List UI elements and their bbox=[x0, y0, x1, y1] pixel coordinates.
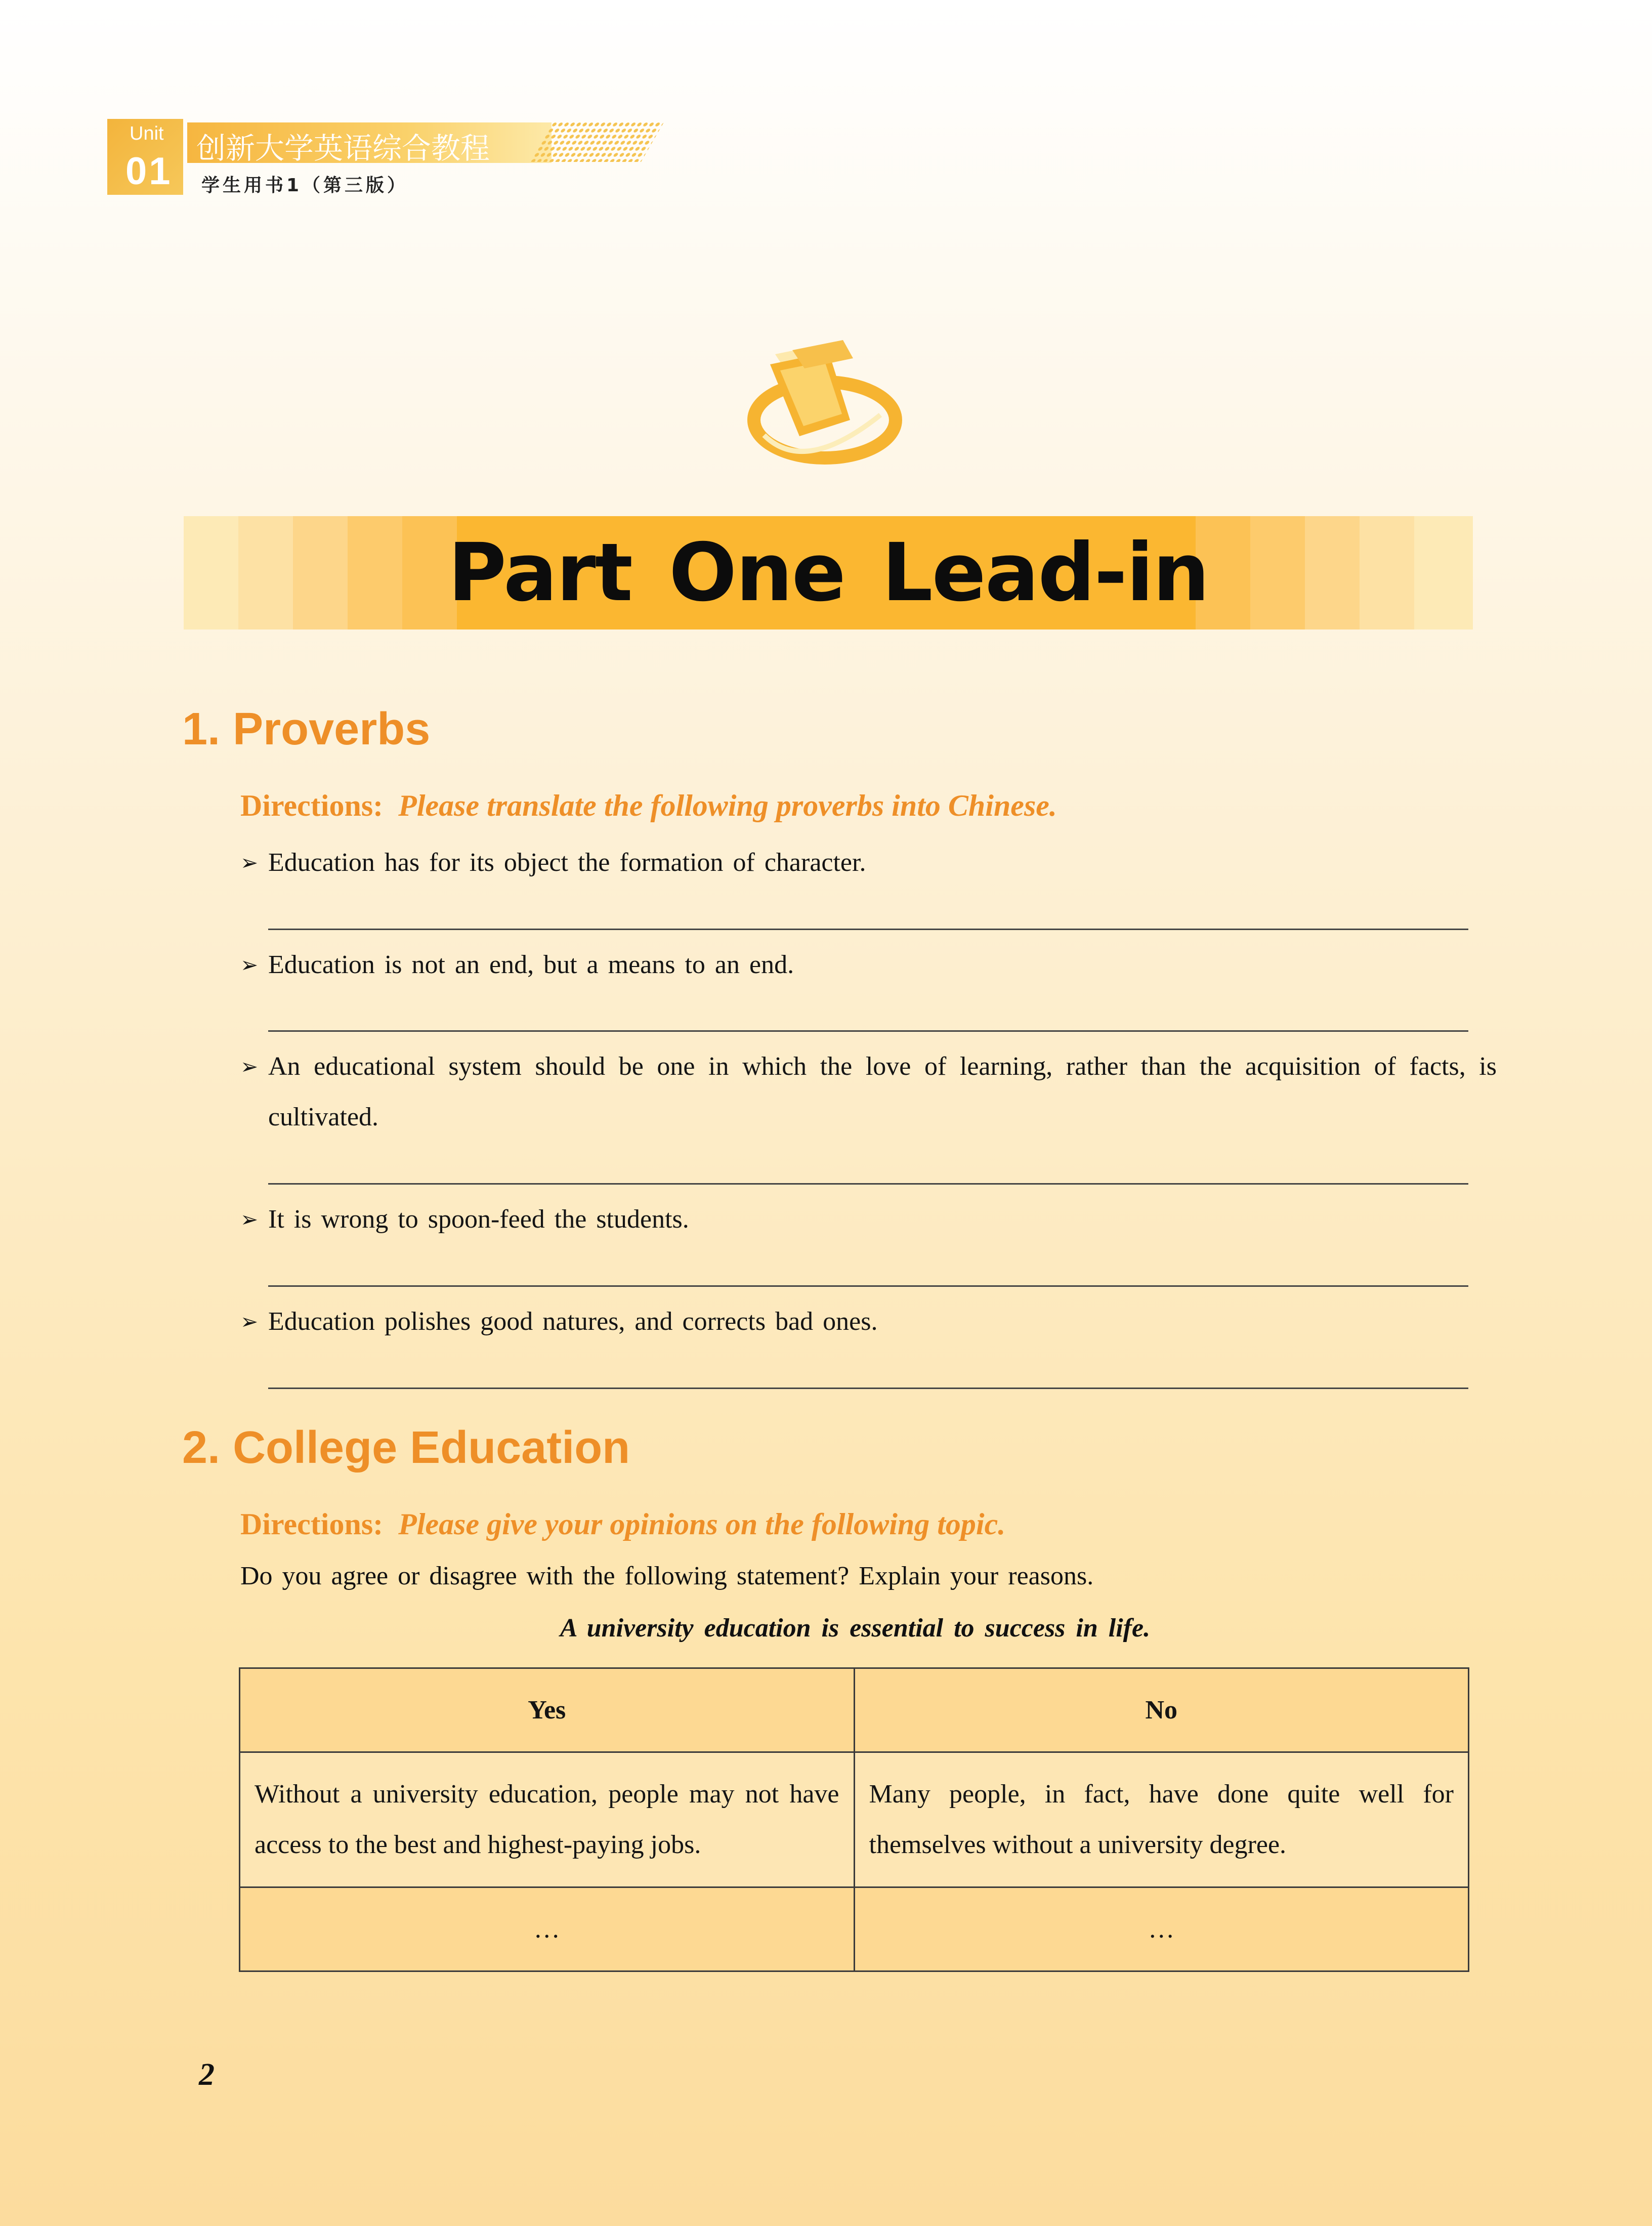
table-row bbox=[240, 1887, 1469, 1971]
directions-text: Please translate the following proverbs into Chinese. bbox=[398, 789, 1057, 822]
arrow-bullet-icon: ➢ bbox=[240, 850, 259, 875]
unit-label: Unit bbox=[130, 123, 164, 144]
list-item bbox=[240, 837, 1470, 888]
answer-line[interactable] bbox=[268, 929, 1468, 930]
proverbs-directions bbox=[240, 788, 1057, 823]
answer-line[interactable] bbox=[268, 1183, 1468, 1185]
arrow-bullet-icon: ➢ bbox=[240, 1309, 259, 1334]
table-row bbox=[240, 1752, 1469, 1887]
answer-line[interactable] bbox=[268, 1388, 1468, 1389]
proverb-text: Education has for its object the formation of character. bbox=[268, 848, 866, 877]
page-number: 2 bbox=[199, 2057, 215, 2092]
directions-text: Please give your opinions on the following topic. bbox=[398, 1507, 1006, 1541]
directions-label: Directions: bbox=[240, 1507, 384, 1541]
list-item bbox=[240, 940, 1470, 990]
proverb-text: Education is not an end, but a means to an end. bbox=[268, 950, 794, 979]
column-header-yes: Yes bbox=[240, 1668, 855, 1752]
discussion-statement: A university education is essential to success in life. bbox=[560, 1614, 1151, 1643]
answer-line[interactable] bbox=[268, 1285, 1468, 1287]
opinion-table bbox=[239, 1667, 1469, 1972]
table-header-row bbox=[240, 1668, 1469, 1752]
unit-badge bbox=[107, 119, 183, 195]
table-cell-no[interactable]: … bbox=[854, 1887, 1469, 1971]
unit-number: 01 bbox=[125, 150, 173, 193]
proverb-text: Education polishes good natures, and corrects bad ones. bbox=[268, 1307, 878, 1336]
table-cell-yes[interactable]: … bbox=[240, 1887, 855, 1971]
proverb-text: An educational system should be one in which the love of learning, rather than the acquisition of facts, is cultivated. bbox=[268, 1052, 1497, 1131]
table-cell-no[interactable]: Many people, in fact, have done quite well for themselves without a university degree. bbox=[854, 1752, 1469, 1887]
part-title: Part One Lead-in bbox=[448, 526, 1209, 619]
list-item bbox=[240, 1296, 1470, 1347]
column-header-no: No bbox=[854, 1668, 1469, 1752]
series-title: 创新大学英语综合教程 bbox=[196, 131, 490, 165]
decorative-dot-pattern bbox=[530, 121, 664, 162]
college-directions bbox=[240, 1507, 1005, 1542]
list-item bbox=[240, 1041, 1497, 1143]
arrow-bullet-icon: ➢ bbox=[240, 1054, 259, 1079]
discussion-question: Do you agree or disagree with the following statement? Explain your reasons. bbox=[240, 1562, 1094, 1590]
list-item bbox=[240, 1194, 1470, 1245]
proverb-text: It is wrong to spoon-feed the students. bbox=[268, 1205, 689, 1234]
section-heading-college-education: 2. College Education bbox=[182, 1422, 630, 1473]
directions-label: Directions: bbox=[240, 789, 384, 822]
arrow-bullet-icon: ➢ bbox=[240, 1207, 259, 1232]
table-cell-yes[interactable]: Without a university education, people may not have access to the best and highest-paying jobs. bbox=[240, 1752, 855, 1887]
arrow-bullet-icon: ➢ bbox=[240, 952, 259, 977]
answer-line[interactable] bbox=[268, 1030, 1468, 1032]
section-heading-proverbs: 1. Proverbs bbox=[182, 704, 431, 754]
book-subtitle: 学生用书1（第三版） bbox=[201, 175, 409, 196]
folder-document-icon bbox=[744, 339, 906, 466]
